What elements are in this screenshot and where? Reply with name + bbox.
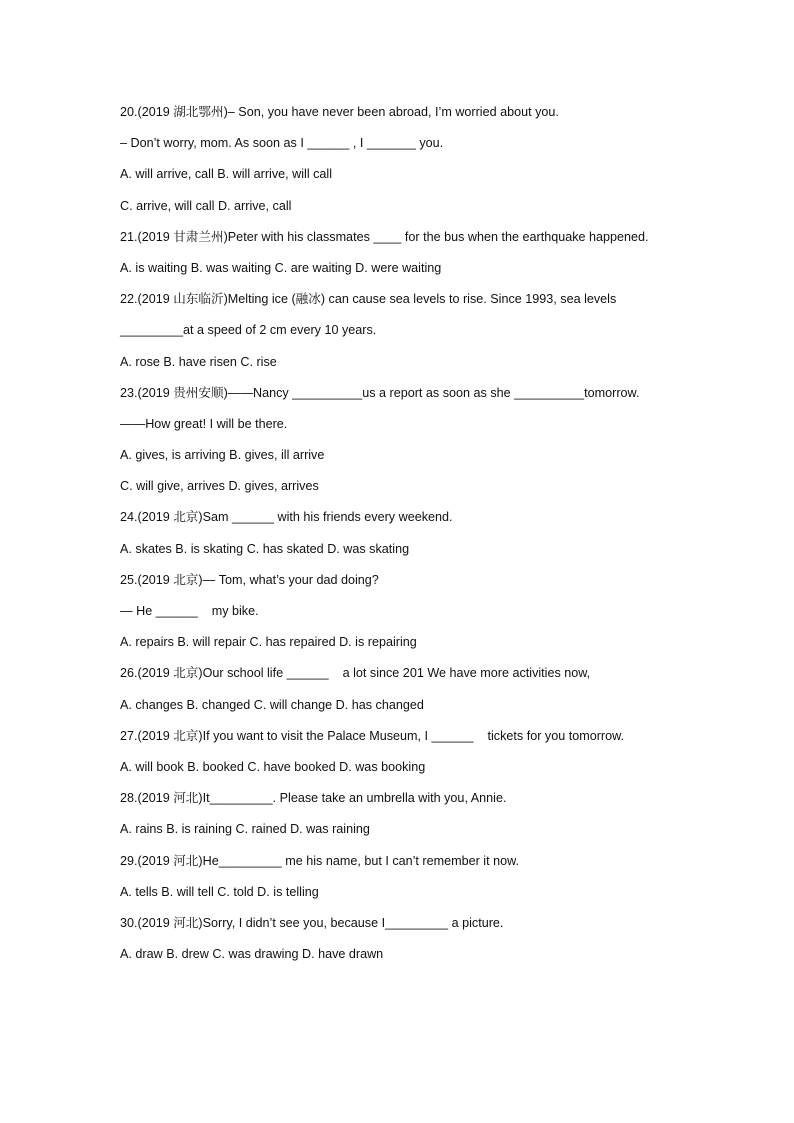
question-24-stem: 24.(2019 北京)Sam ______ with his friends every weekend. xyxy=(120,510,453,525)
question-26-stem: 26.(2019 北京)Our school life ______ a lot since 201 We have more activities now, xyxy=(120,666,591,681)
question-23-reply: ——How great! I will be there. xyxy=(120,416,288,431)
question-30-stem: 30.(2019 河北)Sorry, I didn’t see you, because I_________ a picture. xyxy=(120,915,504,930)
question-23-options-ab: A. gives, is arriving B. gives, ill arrive xyxy=(120,448,325,463)
question-21-stem: 21.(2019 甘肃兰州)Peter with his classmates ____ for the bus when the earthquake happened. xyxy=(120,229,649,244)
question-29-stem: 29.(2019 河北)He_________ me his name, but I can’t remember it now. xyxy=(120,853,520,868)
question-28-options: A. rains B. is raining C. rained D. was raining xyxy=(120,822,370,837)
question-28-stem: 28.(2019 河北)It_________. Please take an umbrella with you, Annie. xyxy=(120,791,507,806)
question-20-dialogue: – Don’t worry, mom. As soon as I ______ , I _______ you. xyxy=(120,136,444,151)
question-22-options: A. rose B. have risen C. rise xyxy=(120,354,277,369)
question-27-stem: 27.(2019 北京)If you want to visit the Palace Museum, I ______ tickets for you tomorrow. xyxy=(120,728,624,743)
question-22-stem: 22.(2019 山东临沂)Melting ice (融冰) can cause sea levels to rise. Since 1993, sea levels xyxy=(120,292,617,307)
question-25-options: A. repairs B. will repair C. has repaired D. is repairing xyxy=(120,635,417,650)
question-22-stem-cont: _________at a speed of 2 cm every 10 years. xyxy=(120,323,377,338)
question-23-options-cd: C. will give, arrives D. gives, arrives xyxy=(120,479,319,494)
question-27-options: A. will book B. booked C. have booked D. was booking xyxy=(120,759,426,774)
question-30-options: A. draw B. drew C. was drawing D. have drawn xyxy=(120,947,384,962)
question-21-options: A. is waiting B. was waiting C. are waiting D. were waiting xyxy=(120,260,442,275)
question-25-stem: 25.(2019 北京)— Tom, what’s your dad doing? xyxy=(120,572,379,587)
question-29-options: A. tells B. will tell C. told D. is telling xyxy=(120,884,319,899)
question-20-options-ab: A. will arrive, call B. will arrive, will call xyxy=(120,167,333,182)
question-24-options: A. skates B. is skating C. has skated D. was skating xyxy=(120,541,410,556)
exercise-text xyxy=(120,102,720,975)
question-23-stem: 23.(2019 贵州安顺)——Nancy __________us a report as soon as she __________tomorrow. xyxy=(120,385,640,400)
question-20-stem: 20.(2019 湖北鄂州)– Son, you have never been abroad, I’m worried about you. xyxy=(120,105,559,119)
question-25-reply: — He ______ my bike. xyxy=(120,604,259,618)
question-20-options-cd: C. arrive, will call D. arrive, call xyxy=(120,198,292,213)
question-26-options: A. changes B. changed C. will change D. has changed xyxy=(120,697,424,712)
